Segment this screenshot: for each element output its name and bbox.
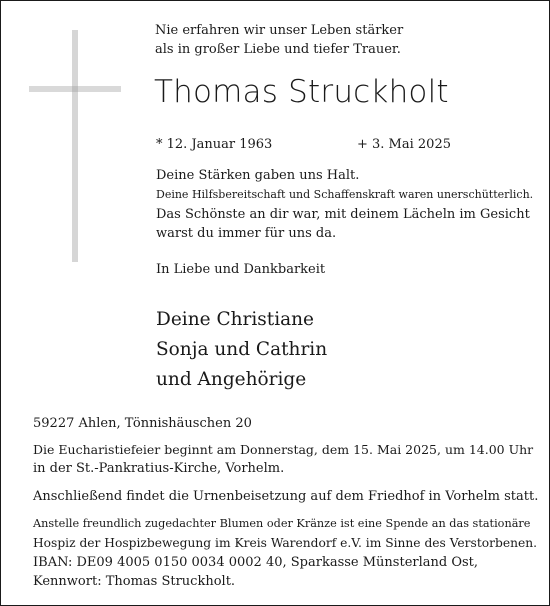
poem-line: warst du immer für uns da.	[156, 226, 337, 241]
service-line: in der St.-Pankratius-Kirche, Vorhelm.	[33, 461, 285, 476]
donation-line: IBAN: DE09 4005 0150 0034 0002 40, Sparkasse Münsterland Ost,	[33, 555, 479, 570]
poem-line: Deine Hilfsbereitschaft und Schaffenskraft waren unerschütterlich.	[156, 188, 534, 201]
signature-line: und Angehörige	[156, 369, 307, 390]
intro-line: Nie erfahren wir unser Leben stärker	[155, 23, 404, 38]
donation-line: Kennwort: Thomas Struckholt.	[33, 574, 236, 589]
deceased-name: Thomas Struckholt	[154, 74, 449, 110]
poem-line: Deine Stärken gaben uns Halt.	[156, 168, 360, 183]
address: 59227 Ahlen, Tönnishäuschen 20	[33, 416, 252, 431]
intro-line: als in großer Liebe und tiefer Trauer.	[155, 42, 401, 57]
donation-line: Hospiz der Hospizbewegung im Kreis Warendorf e.V. im Sinne des Verstorbenen.	[33, 536, 537, 550]
service-line: Die Eucharistiefeier beginnt am Donnerstag, dem 15. Mai 2025, um 14.00 Uhr	[33, 442, 534, 457]
poem-line: Das Schönste an dir war, mit deinem Lächeln im Gesicht	[156, 207, 530, 222]
closing-phrase: In Liebe und Dankbarkeit	[156, 262, 326, 277]
cross-icon	[26, 26, 124, 266]
burial-info: Anschließend findet die Urnenbeisetzung auf dem Friedhof in Vorhelm statt.	[33, 489, 539, 504]
birth-date: * 12. Januar 1963	[156, 137, 273, 152]
donation-line: Anstelle freundlich zugedachter Blumen oder Kränze ist eine Spende an das stationäre	[33, 517, 531, 530]
death-date: + 3. Mai 2025	[357, 137, 451, 152]
signature-line: Sonja und Cathrin	[156, 339, 328, 360]
signature-line: Deine Christiane	[156, 309, 315, 330]
